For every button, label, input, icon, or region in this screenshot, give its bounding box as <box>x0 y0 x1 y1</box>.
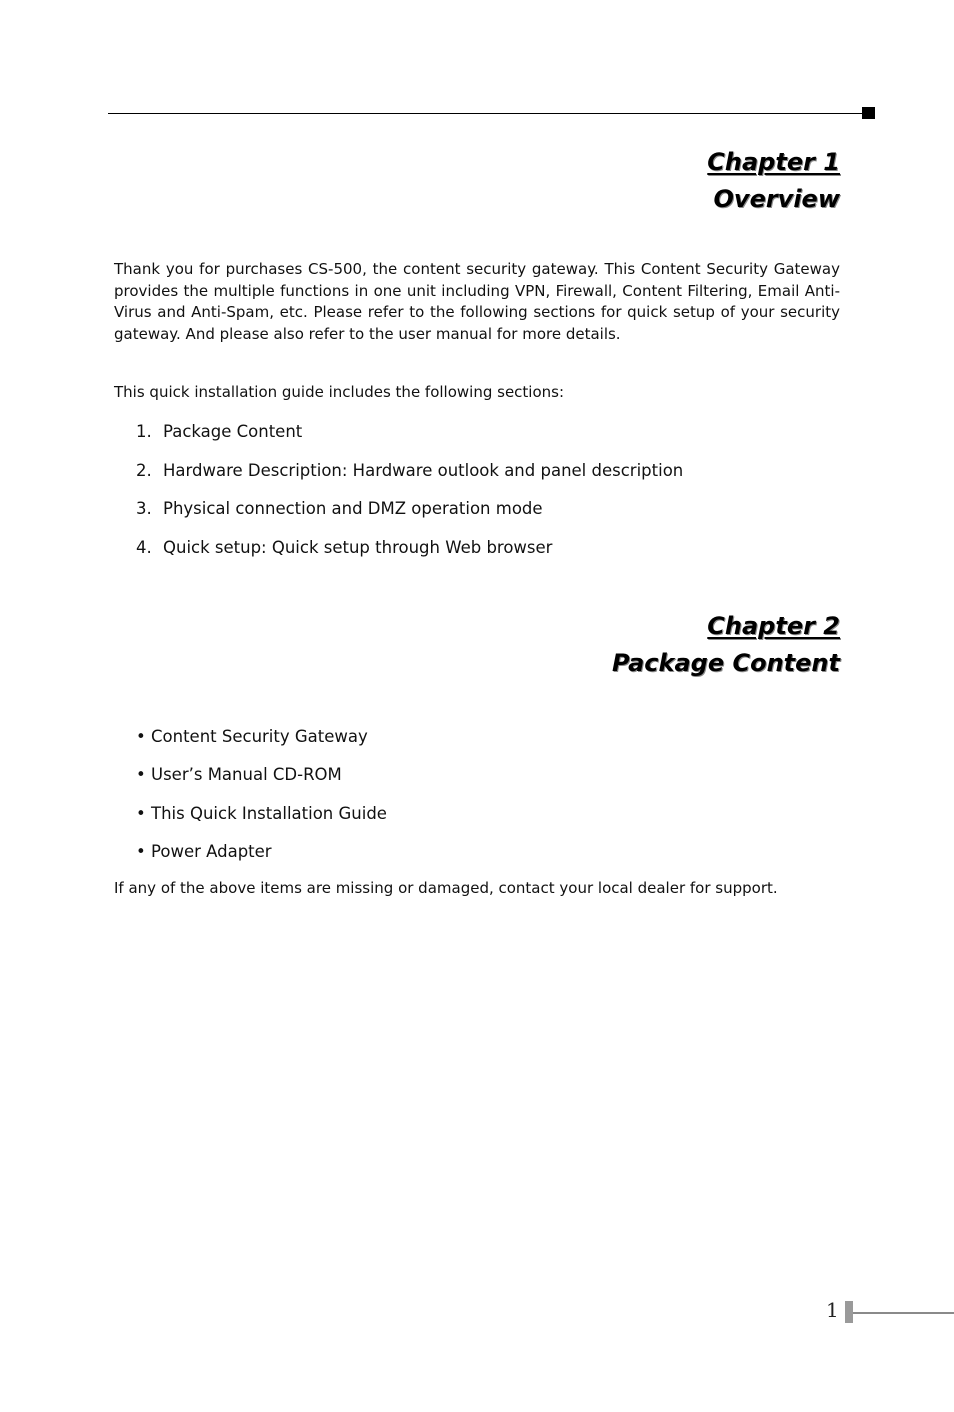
sections-list <box>136 419 683 573</box>
list-item-text: Content Security Gateway <box>151 727 368 746</box>
list-item-text: Quick setup: Quick setup through Web browser <box>163 537 553 557</box>
list-item-text: User’s Manual CD-ROM <box>151 765 342 785</box>
bullet-icon: • <box>136 841 146 861</box>
chapter-1-title: Overview <box>713 185 840 213</box>
list-item-text: Package Content <box>163 422 303 441</box>
footer-tab-marker <box>845 1301 853 1323</box>
header-rule <box>108 113 864 114</box>
bullet-icon: • <box>136 803 146 823</box>
header-square-marker <box>862 107 875 119</box>
list-item-text: Power Adapter <box>151 841 272 861</box>
chapter-2-heading <box>612 608 840 682</box>
list-item-text: This Quick Installation Guide <box>151 803 387 823</box>
list-item <box>136 535 683 574</box>
list-item <box>136 724 387 762</box>
sections-lead-text: This quick installation guide includes the following sections: <box>114 383 565 401</box>
list-item-number: 4. <box>136 537 152 557</box>
chapter-1-number: Chapter 1 <box>707 148 840 176</box>
chapter-2-number: Chapter 2 <box>707 612 840 640</box>
intro-paragraph: Thank you for purchases CS-500, the content security gateway. This Content Security Gateway provides the multiple functions in one unit including VPN, Firewall, Content Filtering, Email Anti-Virus and Anti-Spam, etc. Please refer to the following sections for quick setup of your security gateway. And please also refer to the user manual for more details. <box>114 260 840 343</box>
footer-rule <box>853 1312 954 1314</box>
chapter-1-heading <box>707 144 840 218</box>
page-number: 1 <box>826 1298 839 1322</box>
list-item-number: 1. <box>136 422 152 441</box>
list-item-number: 3. <box>136 499 152 518</box>
list-item <box>136 839 387 877</box>
package-contents-list <box>136 724 387 877</box>
list-item-text: Physical connection and DMZ operation mode <box>163 499 543 518</box>
list-item <box>136 458 683 497</box>
support-note: If any of the above items are missing or damaged, contact your local dealer for support. <box>114 879 778 897</box>
list-item <box>136 762 387 800</box>
list-item <box>136 419 683 458</box>
list-item-text: Hardware Description: Hardware outlook and panel description <box>163 460 684 480</box>
chapter-2-title: Package Content <box>612 649 840 677</box>
list-item <box>136 801 387 839</box>
bullet-icon: • <box>136 727 146 746</box>
list-item <box>136 496 683 535</box>
bullet-icon: • <box>136 765 146 785</box>
list-item-number: 2. <box>136 460 152 480</box>
